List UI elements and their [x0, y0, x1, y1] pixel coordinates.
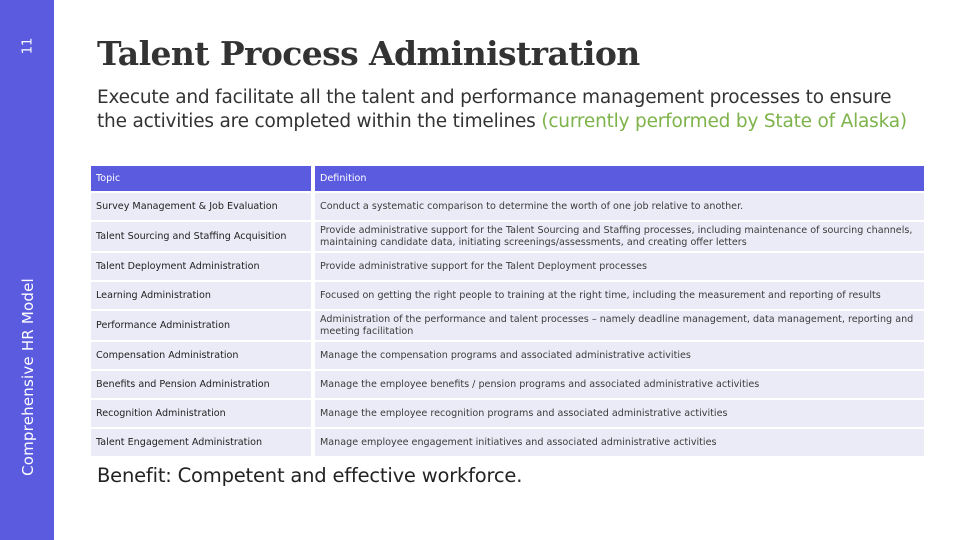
row-topic: Performance Administration — [91, 311, 315, 340]
table-row — [91, 400, 924, 427]
table-row — [91, 193, 924, 220]
row-definition: Provide administrative support for the Talent Deployment processes — [315, 253, 924, 280]
row-topic: Talent Deployment Administration — [91, 253, 315, 280]
row-topic: Survey Management & Job Evaluation — [91, 193, 315, 220]
talent-process-table — [91, 164, 924, 458]
table-row — [91, 311, 924, 340]
table-row — [91, 429, 924, 456]
header-definition: Definition — [315, 166, 924, 191]
row-topic: Benefits and Pension Administration — [91, 371, 315, 398]
row-definition: Manage the employee recognition programs and associated administrative activities — [315, 400, 924, 427]
row-topic: Talent Engagement Administration — [91, 429, 315, 456]
row-topic: Learning Administration — [91, 282, 315, 309]
row-definition: Provide administrative support for the Talent Sourcing and Staffing processes, including maintenance of sourcing channels, maintaining candidate data, initiating screenings/assessments, and creating offer letters — [315, 222, 924, 251]
row-definition: Manage the employee benefits / pension programs and associated administrative activities — [315, 371, 924, 398]
table-row — [91, 371, 924, 398]
benefit-statement: Benefit: Competent and effective workforce. — [97, 464, 523, 487]
table-row — [91, 222, 924, 251]
intro-text: Execute and facilitate all the talent and performance management processes to ensure the activities are completed within the timelines — [97, 87, 892, 132]
sidebar-section-label: Comprehensive HR Model — [19, 278, 37, 476]
table-row — [91, 253, 924, 280]
row-topic: Compensation Administration — [91, 342, 315, 369]
page-title: Talent Process Administration — [97, 34, 640, 73]
sidebar — [0, 0, 54, 540]
table-header-row — [91, 166, 924, 191]
page-number: 11 — [20, 37, 36, 55]
intro-paragraph — [97, 86, 917, 134]
header-topic: Topic — [91, 166, 315, 191]
row-definition: Manage employee engagement initiatives and associated administrative activities — [315, 429, 924, 456]
row-definition: Manage the compensation programs and associated administrative activities — [315, 342, 924, 369]
table-row — [91, 282, 924, 309]
row-definition: Administration of the performance and talent processes – namely deadline management, data management, reporting and meeting facilitation — [315, 311, 924, 340]
row-topic: Talent Sourcing and Staffing Acquisition — [91, 222, 315, 251]
intro-highlight: (currently performed by State of Alaska) — [541, 111, 907, 132]
table-row — [91, 342, 924, 369]
row-definition: Conduct a systematic comparison to determine the worth of one job relative to another. — [315, 193, 924, 220]
row-definition: Focused on getting the right people to training at the right time, including the measurement and reporting of results — [315, 282, 924, 309]
row-topic: Recognition Administration — [91, 400, 315, 427]
